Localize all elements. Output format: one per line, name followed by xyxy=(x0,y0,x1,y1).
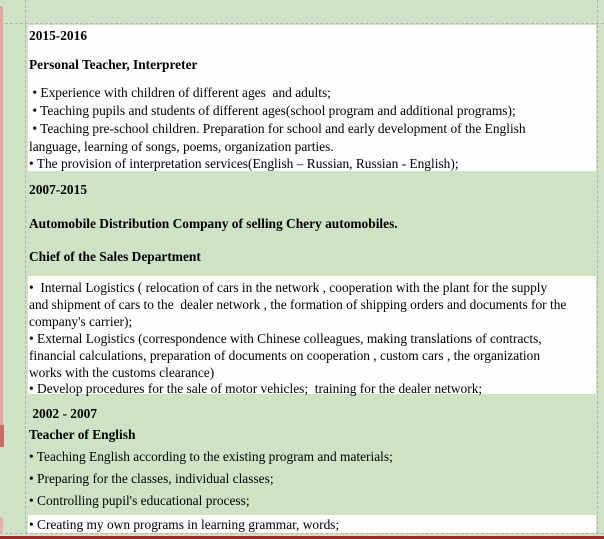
doc-line-automobile-company-2007-2015: financial calculations, preparation of documents on cooperation , custom cars , the organization xyxy=(29,348,541,363)
left-red-segment xyxy=(0,425,4,447)
left-pink-line xyxy=(0,6,3,425)
table-gridline-horizontal xyxy=(0,23,604,24)
doc-line-personal-teacher-2015-2016: • Teaching pupils and students of different ages(school program and additional programs); xyxy=(29,103,516,118)
doc-line-personal-teacher-2015-2016: • The provision of interpretation services(English – Russian, Russian - English); xyxy=(29,156,459,171)
doc-line-teacher-of-english-2002-2007: 2002 - 2007 xyxy=(29,406,98,421)
doc-line-teacher-of-english-2002-2007: • Creating my own programs in learning grammar, words; xyxy=(29,517,340,532)
table-gridline-horizontal xyxy=(0,533,604,534)
doc-line-automobile-company-2007-2015: • Develop procedures for the sale of motor vehicles; training for the dealer network; xyxy=(29,381,483,396)
doc-line-automobile-company-2007-2015: 2007-2015 xyxy=(29,182,88,197)
doc-line-automobile-company-2007-2015: Automobile Distribution Company of selling Chery automobiles. xyxy=(29,216,398,231)
table-gridline-vertical xyxy=(597,0,598,539)
doc-line-automobile-company-2007-2015: company's carrier); xyxy=(29,314,133,329)
doc-line-teacher-of-english-2002-2007: Teacher of English xyxy=(29,427,136,442)
doc-line-personal-teacher-2015-2016: 2015-2016 xyxy=(29,28,88,43)
doc-line-automobile-company-2007-2015: • External Logistics (correspondence with Chinese colleagues, making translations of contracts, xyxy=(29,331,542,346)
doc-line-personal-teacher-2015-2016: Personal Teacher, Interpreter xyxy=(29,57,198,72)
table-gridline-vertical xyxy=(25,0,26,539)
doc-line-personal-teacher-2015-2016: • Experience with children of different ages and adults; xyxy=(29,85,331,100)
doc-line-personal-teacher-2015-2016: language, learning of songs, poems, organization parties. xyxy=(29,139,334,154)
doc-line-automobile-company-2007-2015: • Internal Logistics ( relocation of cars in the network , cooperation with the plant for the supply xyxy=(29,280,548,295)
left-pink-segment-bottom xyxy=(0,517,3,534)
doc-line-automobile-company-2007-2015: and shipment of cars to the dealer network , the formation of shipping orders and documents for the xyxy=(29,297,567,312)
doc-line-automobile-company-2007-2015: works with the customs clearance) xyxy=(29,365,215,380)
doc-line-automobile-company-2007-2015: Chief of the Sales Department xyxy=(29,249,201,264)
doc-line-personal-teacher-2015-2016: • Teaching pre-school children. Preparation for school and early development of the English xyxy=(29,121,526,136)
doc-line-teacher-of-english-2002-2007: • Teaching English according to the existing program and materials; xyxy=(29,449,393,464)
doc-line-teacher-of-english-2002-2007: • Preparing for the classes, individual classes; xyxy=(29,471,274,486)
doc-line-teacher-of-english-2002-2007: • Controlling pupil's educational process; xyxy=(29,493,250,508)
